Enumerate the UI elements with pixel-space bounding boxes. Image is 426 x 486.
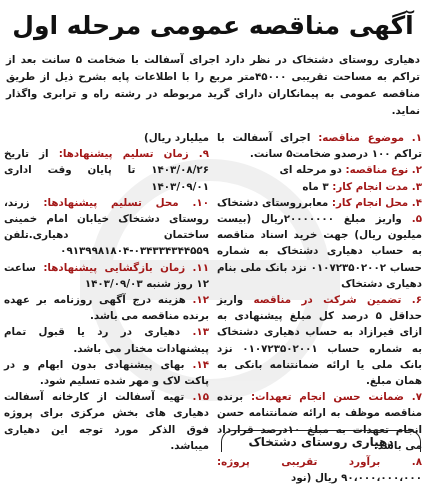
item-text: واریز حداقل ۵ درصد کل مبلغ پیشنهادی به ازای فیرازاد به حساب دهیاری دشتخاک به شماره حساب ۰۱۰۷۲۳۵۰۲۰۰۱ نزد بانک ملی یا ارائه ضمانتنامه بانکی به همان مبلغ. xyxy=(217,294,422,388)
item-text: معابرروستای دشتخاک xyxy=(216,196,332,209)
item-number: ۴. xyxy=(411,196,422,209)
notice-item xyxy=(4,324,209,356)
notice-item xyxy=(217,130,422,162)
page-title: آگهی مناقصه عمومی مرحله اول xyxy=(12,10,414,40)
item-text: از تاریخ ۱۴۰۳/۰۸/۲۶ تا پایان وقت اداری ۱۴۰۳/۰۹/۰۱ xyxy=(4,148,209,193)
item-number: ۳. xyxy=(411,180,422,193)
item-number: ۵. xyxy=(411,213,422,226)
item-number: ۹. xyxy=(198,148,210,161)
notice-item xyxy=(4,357,209,389)
notice-item xyxy=(4,389,209,454)
intro-paragraph: دهیاری روستای دشتخاک در نظر دارد اجرای آسفالت با ضخامت ۵ سانت بعد از تراکم به مساحت تقریبی ۴۵۰۰۰متر مربع را با اطلاعات پایه بشرح ذیل از طریق مناقصه عمومی به پیمانکاران دارای گرید مربوطه در رشته راه و ترابری واگذار نماید. xyxy=(6,54,420,117)
notice-item xyxy=(4,146,209,195)
item-label: موضوع مناقصه: xyxy=(318,132,404,144)
item-number: ۱۱. xyxy=(192,261,209,274)
item-label: تضمین شرکت در مناقصه xyxy=(253,294,402,307)
notice-item xyxy=(4,260,209,292)
item-label: نوع مناقصه: xyxy=(345,164,409,177)
notice-item xyxy=(217,292,422,389)
notice-item xyxy=(4,195,209,260)
item-text: بهای پیشنهادی بدون ابهام و در پاکت لاک و مهر شده تسلیم شود. xyxy=(4,358,209,388)
notice-item xyxy=(217,211,422,292)
item-number: ۱۴. xyxy=(192,358,209,371)
item-label: زمان تسلیم پیشنهادها: xyxy=(58,148,189,161)
title-area xyxy=(0,2,426,48)
notice-item xyxy=(217,454,422,486)
item-number: ۱۰. xyxy=(192,196,209,209)
item-text: هزینه درج آگهی روزنامه بر عهده برنده مناقصه می باشد. xyxy=(4,294,209,323)
item-text: واریز مبلغ ۲۰۰۰۰۰۰۰ریال (بیست میلیون ریال) جهت خرید اسناد مناقصه به حساب دهیاری دشتخاک به شماره حساب ۰۱۰۷۲۳۵۰۲۰۰۲ نزد بانک ملی بنام دهیاری دشتخاک xyxy=(217,213,422,290)
item-label: زمان بازگشایی پیشنهادها: xyxy=(43,261,186,274)
item-number: ۱۲. xyxy=(192,294,209,307)
footer-signature: دهیاری روستای دشتخاک xyxy=(221,430,421,452)
item-text: ۹۰،۰۰۰،۰۰۰،۰۰۰ ریال (نود xyxy=(291,472,422,485)
notice-item xyxy=(217,179,422,195)
item-text: میلیارد ریال) xyxy=(144,132,209,144)
item-text: دهیاری در رد یا قبول تمام پیشنهادات مختار می باشد. xyxy=(4,326,209,355)
footer xyxy=(216,429,426,453)
item-label: محل انجام کار: xyxy=(331,196,409,209)
item-number: ۷. xyxy=(411,391,423,404)
item-text: برنده مناقصه موظف به ارائه ضمانتنامه حسن انجام تعهدات به مبلغ ۱۰درصد قرارداد می باشد. xyxy=(217,391,423,452)
notice-item xyxy=(217,195,422,211)
item-label: ضمانت حسن انجام تعهدات: xyxy=(251,391,404,404)
item-text: تهیه آسفالت از کارخانه آسفالت دهیاری های بخش مرکزی برای پروژه فوق الذکر مورد توجه این دهیاری میباشد. xyxy=(4,391,209,452)
item-number: ۱۳. xyxy=(192,326,209,339)
item-number: ۱. xyxy=(411,132,422,144)
item-text: زرند، روستای دشتخاک خیابان امام خمینی ساختمان دهیاری.تلفن ۰۳۴۳۳۴۳۴۴۵۵۹-۰۹۱۳۹۹۸۱۸۰۴ xyxy=(4,196,209,258)
item-text: اجرای آسفالت با تراکم ۱۰۰ درصدو ضخامت۵ سانت. xyxy=(217,132,422,161)
item-label: مدت انجام کار: xyxy=(332,180,409,193)
item-text: ۳ ماه xyxy=(302,180,333,193)
notice-item xyxy=(4,130,209,146)
item-text: دو مرحله ای xyxy=(279,164,346,177)
item-label: برآورد تقریبی پروژه: xyxy=(217,456,381,469)
item-number: ۲. xyxy=(411,164,422,177)
item-label: محل تسلیم پیشنهادها: xyxy=(43,196,179,209)
left-column xyxy=(4,130,210,452)
item-text: ساعت ۱۲ روز شنبه ۱۴۰۳/۰۹/۰۳ xyxy=(4,261,209,290)
item-number: ۶. xyxy=(411,294,423,307)
notice-item xyxy=(217,162,422,178)
item-number: ۱۵. xyxy=(192,391,209,404)
notice-item xyxy=(4,292,209,324)
item-number: ۸. xyxy=(411,456,422,469)
